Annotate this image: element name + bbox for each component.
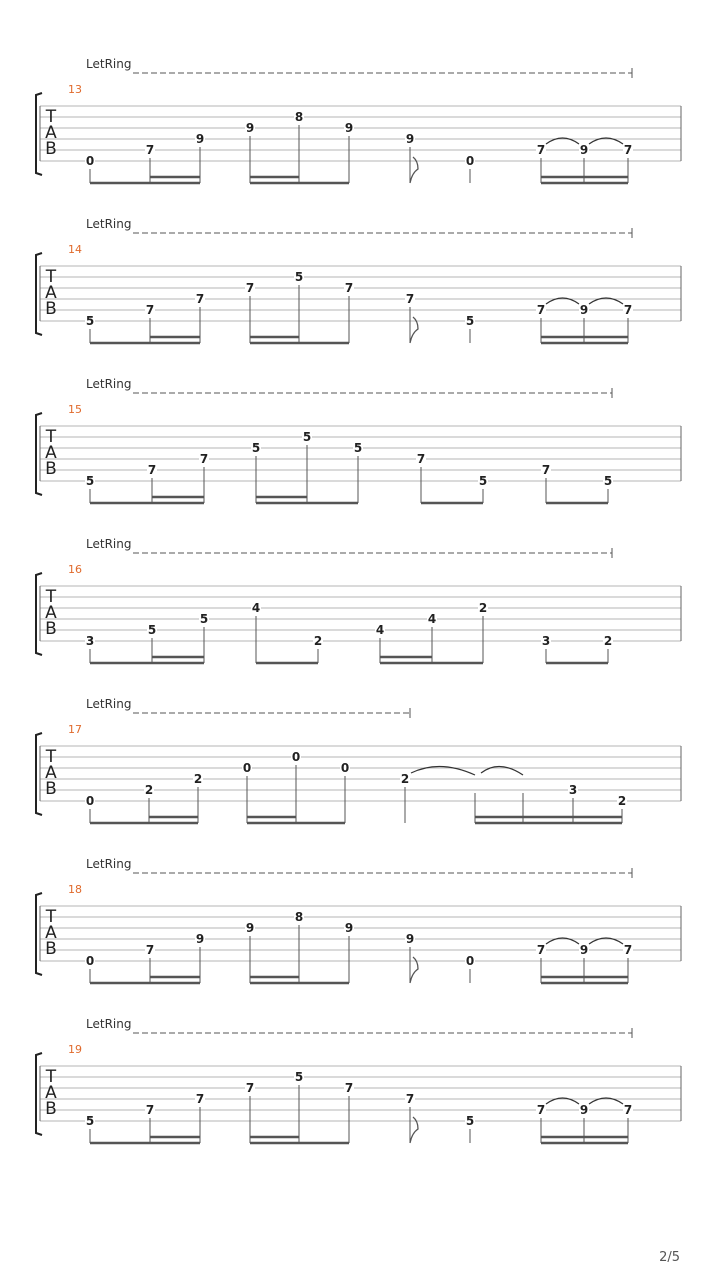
fret-number: 7	[344, 281, 354, 295]
letring-label: LetRing	[86, 537, 132, 551]
fret-number: 4	[375, 623, 385, 637]
fret-number: 2	[617, 794, 627, 808]
tab-clef-letter: A	[45, 123, 57, 143]
letring-label: LetRing	[86, 697, 132, 711]
fret-number: 7	[145, 303, 155, 317]
tab-clef-letter: A	[45, 283, 57, 303]
fret-number: 7	[145, 143, 155, 157]
tab-clef-letter: B	[45, 779, 57, 799]
letring-label: LetRing	[86, 377, 132, 391]
fret-number: 7	[623, 303, 633, 317]
fret-number: 0	[85, 954, 95, 968]
tab-clef-letter: B	[45, 619, 57, 639]
fret-number: 5	[147, 623, 157, 637]
fret-number: 7	[195, 292, 205, 306]
tab-system	[36, 857, 681, 983]
tab-system	[36, 1017, 681, 1143]
fret-number: 5	[85, 1114, 95, 1128]
fret-number: 8	[294, 910, 304, 924]
tab-clef-letter: B	[45, 939, 57, 959]
measure-number: 16	[68, 563, 82, 576]
fret-number: 7	[536, 303, 546, 317]
system-bracket	[36, 1053, 42, 1135]
fret-number: 7	[623, 143, 633, 157]
fret-number: 9	[245, 121, 255, 135]
fret-number: 7	[344, 1081, 354, 1095]
fret-number: 9	[579, 1103, 589, 1117]
fret-number: 2	[193, 772, 203, 786]
system-bracket	[36, 573, 42, 655]
fret-number: 2	[400, 772, 410, 786]
fret-number: 2	[603, 634, 613, 648]
tab-system	[36, 57, 681, 183]
fret-number: 2	[313, 634, 323, 648]
tab-clef-letter: B	[45, 1099, 57, 1119]
tab-system	[36, 697, 681, 823]
fret-number: 5	[465, 1114, 475, 1128]
letring-label: LetRing	[86, 57, 132, 71]
fret-number: 7	[405, 292, 415, 306]
fret-number: 0	[85, 794, 95, 808]
fret-number: 7	[145, 1103, 155, 1117]
tab-clef-letter: A	[45, 603, 57, 623]
fret-number: 7	[623, 1103, 633, 1117]
tab-clef-letter: B	[45, 139, 57, 159]
fret-number: 5	[353, 441, 363, 455]
fret-number: 3	[541, 634, 551, 648]
fret-number: 0	[291, 750, 301, 764]
system-bracket	[36, 413, 42, 495]
tab-clef-letter: A	[45, 923, 57, 943]
fret-number: 4	[251, 601, 261, 615]
tab-clef-letter: T	[45, 587, 57, 607]
fret-number: 2	[144, 783, 154, 797]
fret-number: 7	[245, 1081, 255, 1095]
tab-clef-letter: B	[45, 459, 57, 479]
fret-number: 9	[579, 303, 589, 317]
fret-number: 7	[199, 452, 209, 466]
system-bracket	[36, 733, 42, 815]
fret-number: 4	[427, 612, 437, 626]
system-bracket	[36, 93, 42, 175]
fret-number: 0	[85, 154, 95, 168]
tab-clef-letter: A	[45, 443, 57, 463]
fret-number: 9	[245, 921, 255, 935]
tab-clef-letter: B	[45, 299, 57, 319]
fret-number: 5	[465, 314, 475, 328]
fret-number: 2	[478, 601, 488, 615]
page-number: 2/5	[659, 1250, 680, 1265]
fret-number: 0	[465, 954, 475, 968]
fret-number: 7	[405, 1092, 415, 1106]
measure-number: 19	[68, 1043, 82, 1056]
measure-number: 17	[68, 723, 82, 736]
system-bracket	[36, 253, 42, 335]
fret-number: 5	[85, 314, 95, 328]
tab-system	[36, 217, 681, 343]
fret-number: 9	[344, 121, 354, 135]
fret-number: 5	[251, 441, 261, 455]
fret-number: 9	[195, 932, 205, 946]
fret-number: 7	[536, 143, 546, 157]
fret-number: 9	[579, 143, 589, 157]
fret-number: 5	[603, 474, 613, 488]
fret-number: 0	[242, 761, 252, 775]
fret-number: 5	[478, 474, 488, 488]
fret-number: 9	[579, 943, 589, 957]
fret-number: 7	[145, 943, 155, 957]
tab-clef-letter: A	[45, 763, 57, 783]
fret-number: 9	[344, 921, 354, 935]
measure-number: 13	[68, 83, 82, 96]
fret-number: 9	[405, 932, 415, 946]
fret-number: 7	[245, 281, 255, 295]
fret-number: 5	[294, 1070, 304, 1084]
tab-system	[36, 377, 681, 503]
fret-number: 5	[302, 430, 312, 444]
tab-clef-letter: T	[45, 107, 57, 127]
fret-number: 3	[568, 783, 578, 797]
tab-clef-letter: T	[45, 427, 57, 447]
system-bracket	[36, 893, 42, 975]
fret-number: 5	[199, 612, 209, 626]
tab-system	[36, 537, 681, 663]
fret-number: 8	[294, 110, 304, 124]
tab-clef-letter: A	[45, 1083, 57, 1103]
fret-number: 7	[416, 452, 426, 466]
tab-clef-letter: T	[45, 267, 57, 287]
letring-label: LetRing	[86, 1017, 132, 1031]
fret-number: 7	[623, 943, 633, 957]
fret-number: 9	[195, 132, 205, 146]
measure-number: 14	[68, 243, 82, 256]
fret-number: 9	[405, 132, 415, 146]
fret-number: 7	[536, 1103, 546, 1117]
fret-number: 7	[536, 943, 546, 957]
measure-number: 15	[68, 403, 82, 416]
tab-clef-letter: T	[45, 907, 57, 927]
fret-number: 5	[294, 270, 304, 284]
letring-label: LetRing	[86, 857, 132, 871]
fret-number: 0	[465, 154, 475, 168]
tab-clef-letter: T	[45, 1067, 57, 1087]
fret-number: 7	[541, 463, 551, 477]
letring-label: LetRing	[86, 217, 132, 231]
measure-number: 18	[68, 883, 82, 896]
tab-clef-letter: T	[45, 747, 57, 767]
fret-number: 7	[195, 1092, 205, 1106]
fret-number: 7	[147, 463, 157, 477]
fret-number: 5	[85, 474, 95, 488]
fret-number: 3	[85, 634, 95, 648]
fret-number: 0	[340, 761, 350, 775]
